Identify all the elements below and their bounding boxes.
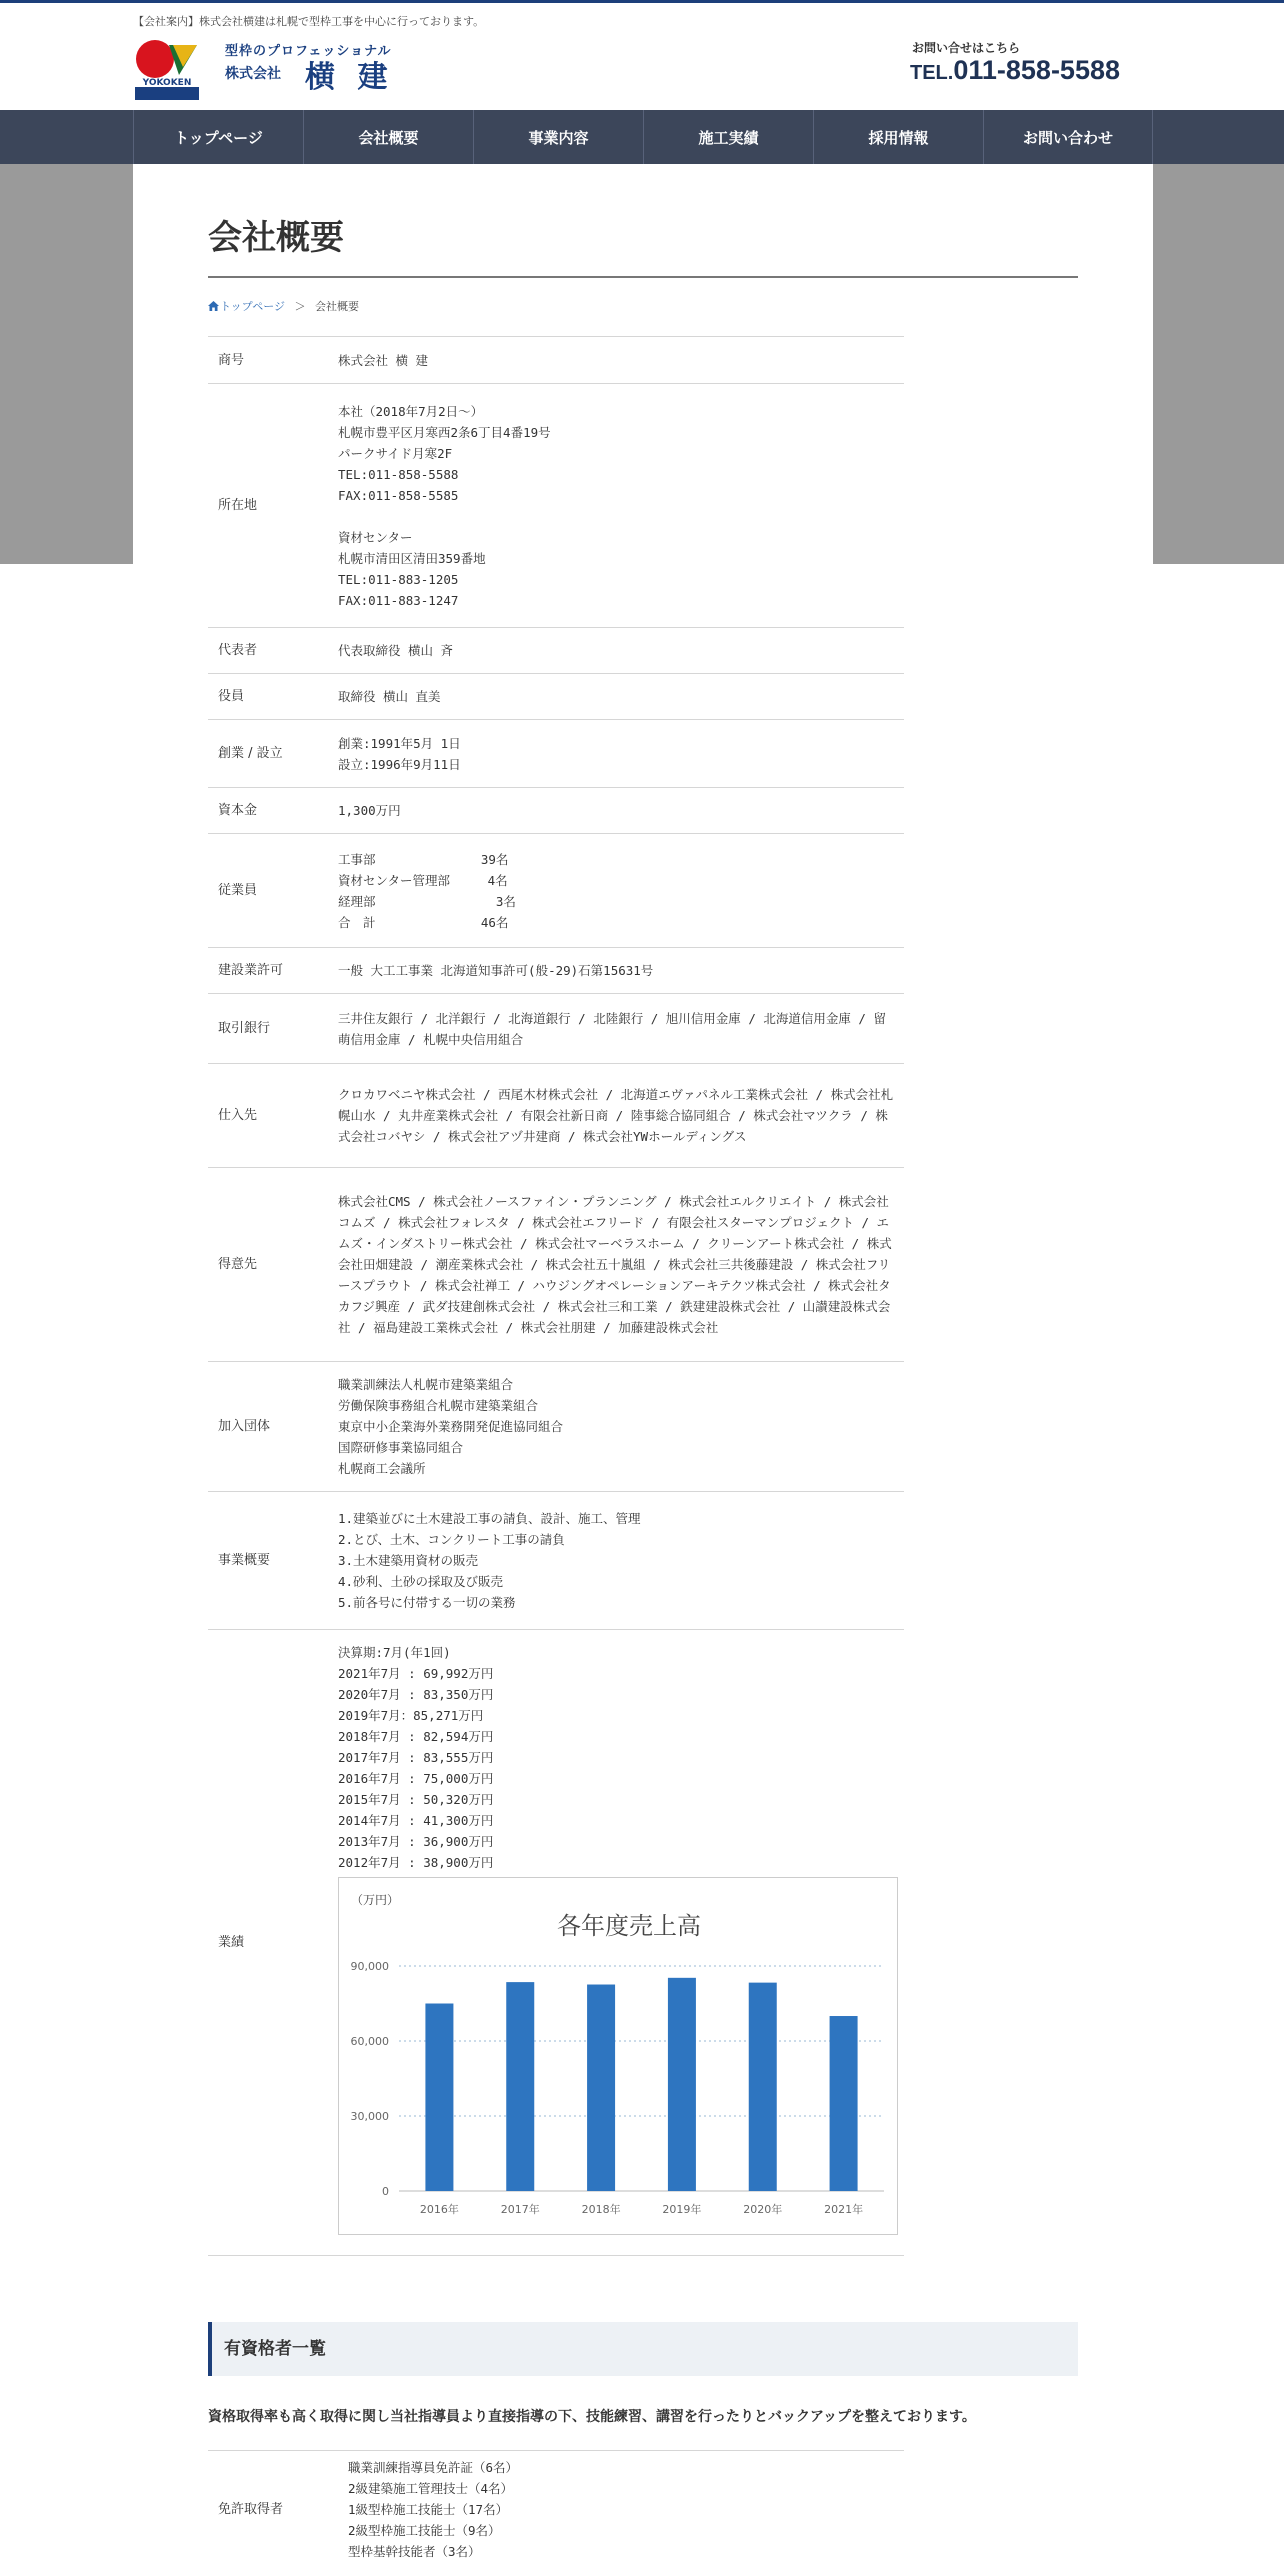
chart-y-tick-label: 30,000: [350, 2110, 389, 2123]
chart-y-tick-label: 0: [382, 2185, 389, 2198]
list-item: 職業訓練指導員免許証（6名）: [348, 2460, 519, 2476]
contact-tel-prefix: TEL.: [910, 62, 954, 84]
chart-x-tick-label: 2017年: [500, 2203, 540, 2216]
table-row: [208, 994, 904, 1064]
header-notice: 【会社案内】株式会社横建は札幌で型枠工事を中心に行っております。: [133, 15, 485, 28]
row-label-address: 所在地: [208, 384, 338, 628]
qualifications-table: [208, 2450, 904, 2568]
breadcrumb-home-label: トップページ: [220, 300, 286, 313]
row-label-name: 商号: [208, 337, 338, 384]
performance-line: 2020年7月 : 83,350万円: [338, 1687, 494, 1702]
nav-item-recruit[interactable]: 採用情報: [813, 110, 983, 164]
row-label-employees: 従業員: [208, 834, 338, 948]
chart-bar: [668, 1978, 696, 2191]
performance-line: 2013年7月 : 36,900万円: [338, 1834, 494, 1849]
logo-tagline: 型枠のプロフェッショナル: [225, 44, 392, 59]
table-row: [208, 337, 904, 384]
performance-line: 2012年7月 : 38,900万円: [338, 1855, 494, 1870]
logo-company-name: 横 建: [305, 60, 394, 95]
nav-item-business[interactable]: 事業内容: [473, 110, 643, 164]
row-value-representative: 代表取締役 横山 斉: [338, 628, 904, 674]
table-row: [208, 1492, 904, 1630]
table-row: [208, 628, 904, 674]
side-background-left: [0, 164, 133, 564]
site-header: [0, 3, 1284, 110]
list-item: 型枠基幹技能者（3名）: [348, 2544, 481, 2560]
table-row: [208, 788, 904, 834]
performance-line: 2019年7月：85,271万円: [338, 1708, 484, 1723]
site-logo[interactable]: [133, 37, 453, 103]
row-value-founded: 創業:1991年5月 1日 設立:1996年9月11日: [338, 720, 904, 788]
table-row: [208, 1064, 904, 1168]
table-row: [208, 1168, 904, 1362]
row-value-clients: 株式会社CMS / 株式会社ノースファイン・プランニング / 株式会社エルクリエイト / 株式会社コムズ / 株式会社フォレスタ / 株式会社エフリード / 有限会社スターマンプロジェクト / エムズ・インダストリー株式会社 / 株式会社マーベラスホーム / クリーンアート株式会社 / 株式会社田畑建設 / 潮産業株式会社 / 株式会社五十嵐組 / 株式会社三共後藤建設 / 株式会社フリースプラウト / 株式会社禅工 / ハウジングオペレーションアーキテクツ株式会社 / 株式会社タカフジ興産 / 武ダ技建創株式会社 / 株式会社三和工業 / 鉄建建設株式会社 / 山讃建設株式会社 / 福島建設工業株式会社 / 株式会社朋建 / 加藤建設株式会社: [338, 1168, 904, 1362]
chart-bar: [587, 1985, 615, 2191]
row-value-name: 株式会社 横 建: [338, 337, 904, 384]
sales-chart-svg: [339, 1878, 899, 2236]
row-value-address: 本社（2018年7月2日～） 札幌市豊平区月寒西2条6丁目4番19号 パークサイド月寒2F TEL:011-858-5588 FAX:011-858-5585 資材センター 札幌市清田区清田359番地 TEL:011-883-1205 FAX:011-883-1247: [338, 384, 904, 628]
title-divider: [208, 276, 1078, 278]
nav-item-top[interactable]: トップページ: [133, 110, 303, 164]
row-label-performance: 業績: [208, 1630, 338, 2256]
logo-company-prefix: 株式会社: [225, 66, 281, 82]
chart-x-tick-label: 2020年: [743, 2203, 783, 2216]
chart-x-tick-label: 2018年: [581, 2203, 621, 2216]
row-label-banks: 取引銀行: [208, 994, 338, 1064]
side-background-right: [1153, 164, 1284, 564]
breadcrumb-current: 会社概要: [315, 300, 360, 313]
row-label-license: 建設業許可: [208, 948, 338, 994]
chart-unit-label: （万円）: [351, 1893, 400, 1907]
yokoken-logo-icon: [133, 37, 201, 101]
row-value-suppliers: クロカワベニヤ株式会社 / 西尾木材株式会社 / 北海道エヴァパネル工業株式会社 / 株式会社札幌山水 / 丸井産業株式会社 / 有限会社新日商 / 陸事総合協同組合 / 株式会社マツクラ / 株式会社コバヤシ / 株式会社アヅ井建商 / 株式会社YWホールディングス: [338, 1064, 904, 1168]
list-item: 2級型枠施工技能士（9名）: [348, 2523, 501, 2539]
chart-title: 各年度売上高: [557, 1912, 701, 1940]
breadcrumb: [208, 298, 359, 314]
chart-bar: [749, 1983, 777, 2191]
table-row: [208, 834, 904, 948]
performance-line: 2017年7月 : 83,555万円: [338, 1750, 494, 1765]
row-value-business: 1.建築並びに土木建設工事の請負、設計、施工、管理 2.とび、土木、コンクリート工事の請負 3.土木建築用資材の販売 4.砂利、土砂の採取及び販売 5.前各号に付帯する一切の業務: [338, 1492, 904, 1630]
table-row: [208, 720, 904, 788]
chart-x-tick-label: 2019年: [662, 2203, 702, 2216]
performance-lines: [338, 1642, 898, 1873]
chart-y-tick-label: 90,000: [350, 1960, 389, 1973]
global-nav: [133, 110, 1153, 164]
home-icon: [208, 301, 219, 311]
table-row: [208, 384, 904, 628]
company-info-table: [208, 336, 904, 2256]
qualifications-label: 免許取得者: [208, 2451, 348, 2568]
breadcrumb-home-link[interactable]: [208, 300, 285, 313]
performance-line: 2015年7月 : 50,320万円: [338, 1792, 494, 1807]
row-label-associations: 加入団体: [208, 1362, 338, 1492]
logo-wordmark: YOKOKEN: [142, 78, 192, 88]
breadcrumb-separator: ＞: [294, 300, 306, 313]
row-label-capital: 資本金: [208, 788, 338, 834]
performance-line: 2014年7月 : 41,300万円: [338, 1813, 494, 1828]
chart-x-tick-label: 2021年: [824, 2203, 864, 2216]
qualifications-description: 資格取得率も高く取得に関し当社指導員より直接指導の下、技能練習、講習を行ったりとバックアップを整えております。: [208, 2409, 976, 2425]
table-row: [208, 1630, 904, 2256]
row-value-banks: 三井住友銀行 / 北洋銀行 / 北海道銀行 / 北陸銀行 / 旭川信用金庫 / 北海道信用金庫 / 留萌信用金庫 / 札幌中央信用組合: [338, 994, 904, 1064]
row-label-officers: 役員: [208, 674, 338, 720]
row-label-suppliers: 仕入先: [208, 1064, 338, 1168]
row-value-employees: 工事部 39名 資材センター管理部 4名 経理部 3名 合 計 46名: [338, 834, 904, 948]
list-item: 2級建築施工管理技士（4名）: [348, 2481, 514, 2497]
qualifications-heading: 有資格者一覧: [208, 2322, 1078, 2376]
sales-chart: [338, 1877, 898, 2235]
row-value-license: 一般 大工工事業 北海道知事許可(般-29)石第15631号: [338, 948, 904, 994]
row-value-officers: 取締役 横山 直美: [338, 674, 904, 720]
performance-line: 2018年7月 : 82,594万円: [338, 1729, 494, 1744]
performance-line: 決算期:7月(年1回): [338, 1645, 451, 1660]
table-row: [208, 2451, 904, 2568]
row-value-performance: [338, 1630, 904, 2256]
qualifications-list: [348, 2451, 904, 2568]
row-label-business: 事業概要: [208, 1492, 338, 1630]
performance-line: 2016年7月 : 75,000万円: [338, 1771, 494, 1786]
performance-line: 2021年7月 : 69,992万円: [338, 1666, 494, 1681]
row-label-representative: 代表者: [208, 628, 338, 674]
page-title: 会社概要: [208, 218, 344, 258]
row-label-founded: 創業 / 設立: [208, 720, 338, 788]
nav-item-works[interactable]: 施工実績: [643, 110, 813, 164]
chart-bar: [506, 1982, 534, 2191]
chart-bar: [425, 2004, 453, 2192]
nav-item-contact[interactable]: お問い合わせ: [983, 110, 1153, 164]
chart-bar: [830, 2016, 858, 2191]
table-row: [208, 674, 904, 720]
table-row: [208, 948, 904, 994]
chart-x-tick-label: 2016年: [419, 2203, 459, 2216]
chart-y-tick-label: 60,000: [350, 2035, 389, 2048]
row-value-capital: 1,300万円: [338, 788, 904, 834]
list-item: 1級型枠施工技能士（17名）: [348, 2502, 509, 2518]
row-label-clients: 得意先: [208, 1168, 338, 1362]
contact-phone[interactable]: [910, 55, 1120, 86]
nav-item-company[interactable]: 会社概要: [303, 110, 473, 164]
contact-tel-number: 011-858-5588: [953, 55, 1120, 85]
contact-label: お問い合せはこちら: [912, 41, 1021, 55]
table-row: [208, 1362, 904, 1492]
row-value-associations: 職業訓練法人札幌市建築業組合 労働保険事務組合札幌市建築業組合 東京中小企業海外業務開発促進協同組合 国際研修事業協同組合 札幌商工会議所: [338, 1362, 904, 1492]
